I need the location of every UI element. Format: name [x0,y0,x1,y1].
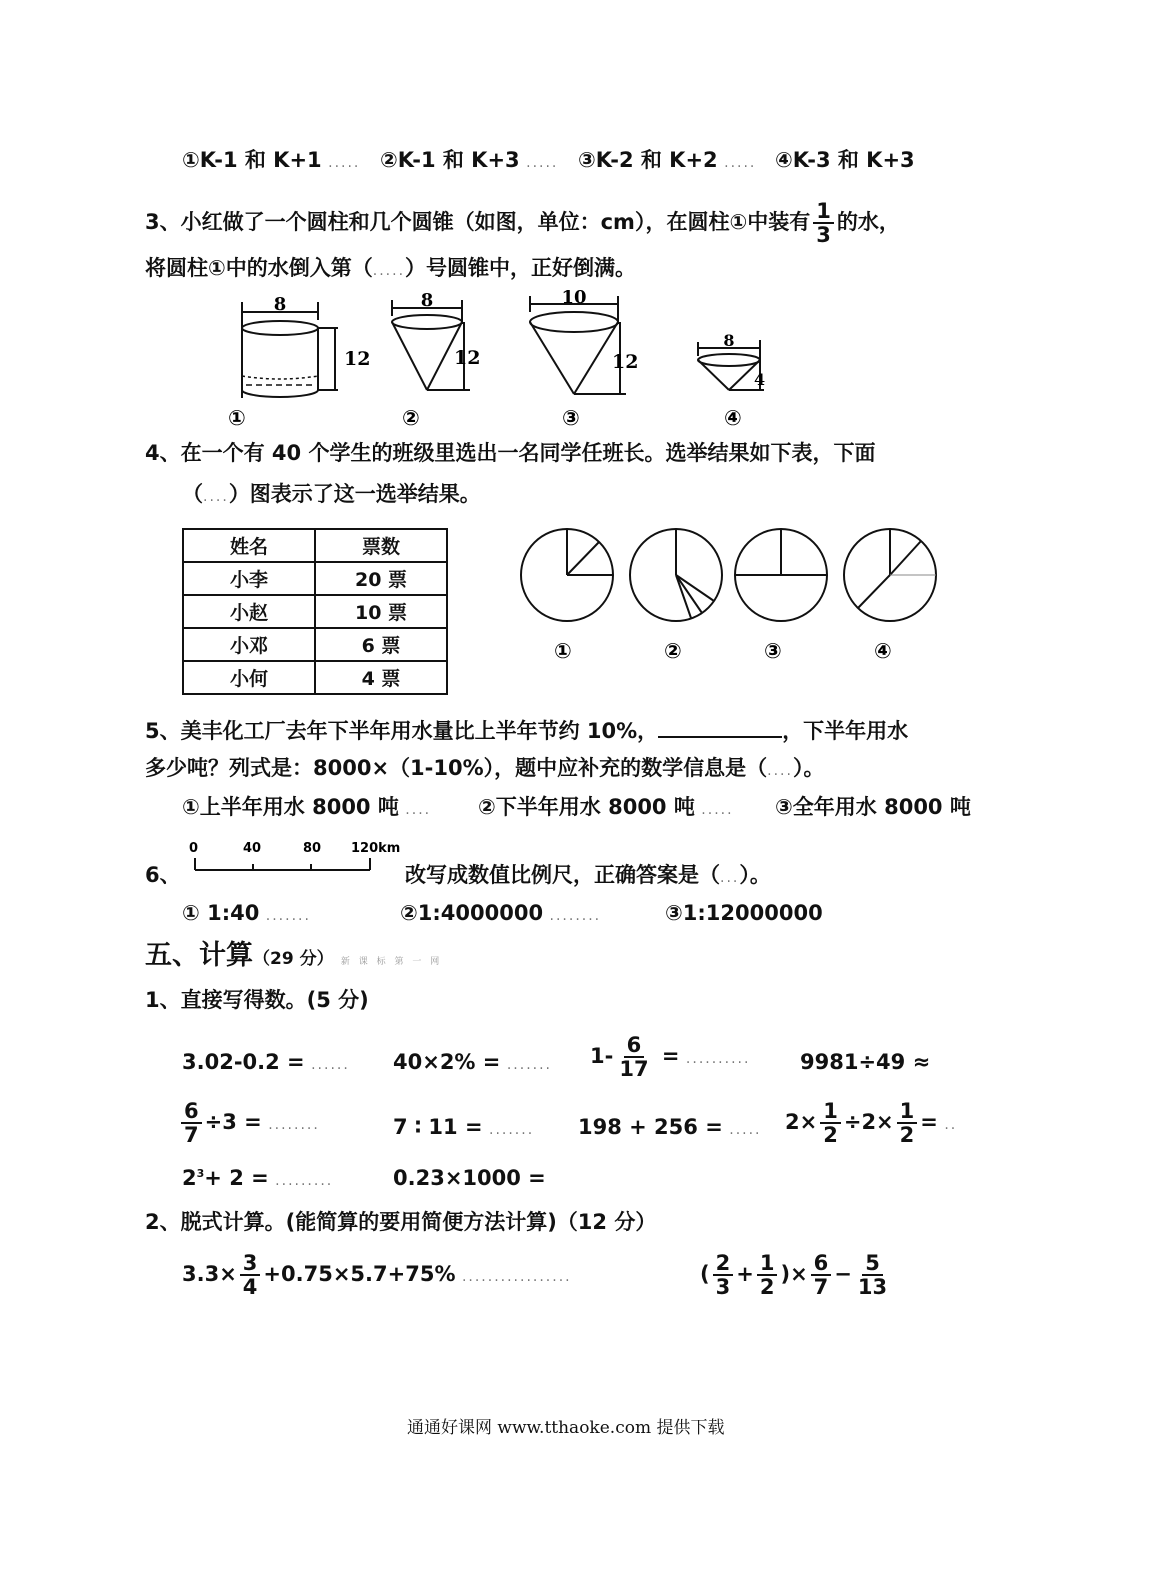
q2-option-3: ③K-2 和 K+2 ..... [578,148,757,172]
q5-option-1: ①上半年用水 8000 吨 .... [182,795,432,819]
table-row: 小赵 10 票 [183,595,447,628]
table-header-cell: 票数 [315,529,447,562]
pie-label-2: ② [664,639,682,663]
q2-option-1: ①K-1 和 K+1 ..... [182,148,361,172]
svg-text:40: 40 [243,841,262,856]
q6-option-1: ① 1:40 ....... [182,901,311,925]
q3-line2: 将圆柱①中的水倒入第（.....）号圆锥中，正好倒满。 [145,256,637,280]
svg-text:12: 12 [454,347,481,369]
calc2-expr-2: ( $\frac{2}{3}$ + $\frac{1}{2}$ )× $\frac{6}{7}$ − $\frac{5}{13}$ [700,1251,888,1300]
table-row: 小邓 6 票 [183,628,447,661]
q5-line2: 多少吨？列式是：8000×（1-10%），题中应补充的数学信息是（....）。 [145,756,825,780]
pie-label-3: ③ [764,639,782,663]
q4-line2: （....）图表示了这一选举结果。 [182,482,481,506]
q5-blank [658,718,782,738]
calc1-item: 40×2% = ....... [393,1050,552,1074]
cyl-side-dim: 12 [344,348,371,370]
cone-figure-2 [392,290,480,390]
q3-figures [180,290,800,435]
table-row: 小李 20 票 [183,562,447,595]
fig-label-3: ③ [562,406,580,430]
section-heading: 五、计算（29 分） 新 课 标 第 一 网 [145,940,443,971]
calc1-item: 2× $\frac{1}{2}$ ÷2× $\frac{1}{2}$ = .. [785,1099,958,1148]
pie-label-1: ① [554,639,572,663]
q5-line1: 5、美丰化工厂去年下半年用水量比上半年节约 10%， ，下半年用水 [145,719,909,743]
q6-option-3: ③1:12000000 [665,901,823,925]
fig-label-2: ② [402,406,420,430]
votes-table [182,528,448,695]
fig-label-4: ④ [724,406,742,430]
calc1-item: $2^3+ 2$ = ......... [182,1166,334,1190]
q4-line1: 4、在一个有 40 个学生的班级里选出一名同学任班长。选举结果如下表，下面 [145,441,876,465]
pie-label-4: ④ [874,639,892,663]
q6-text: 改写成数值比例尺，正确答案是（...）。 [405,863,771,887]
calc1-item: 198 + 256 = ..... [578,1115,762,1139]
q5-option-2: ②下半年用水 8000 吨 ..... [478,795,734,819]
svg-text:8: 8 [420,290,434,311]
calc1-item: 1- $\frac{6}{17}$ = .......... [590,1033,751,1082]
q2-option-2: ②K-1 和 K+3 ..... [380,148,559,172]
calc1-item: 9981÷49 ≈ [800,1050,931,1074]
q6-option-2: ②1:4000000 ........ [400,901,602,925]
fig-label-1: ① [228,406,246,430]
svg-text:80: 80 [303,841,322,856]
watermark: 新 课 标 第 一 网 [340,957,443,967]
table-header-cell: 姓名 [183,529,315,562]
calc2-title: 2、脱式计算。(能简算的要用简便方法计算)（12 分） [145,1210,657,1234]
calc1-title: 1、直接写得数。(5 分) [145,988,369,1012]
table-row: 小何 4 票 [183,661,447,694]
svg-text:120km: 120km [351,841,401,856]
cone-figure-4 [698,331,765,390]
cone-figure-3 [530,290,638,394]
calc1-item: 0.23×1000 = [393,1166,546,1190]
svg-text:4: 4 [754,370,766,389]
calc1-item: $\frac{6}{7}$ ÷3 = ........ [178,1100,320,1146]
calc1-item: 7 ∶ 11 = ....... [393,1115,535,1139]
svg-text:12: 12 [612,351,639,373]
calc1-item: 3.02-0.2 = ...... [182,1050,350,1074]
table-header [183,529,447,562]
q5-option-3: ③全年用水 8000 吨 [775,795,971,819]
svg-text:8: 8 [723,331,735,350]
pie-charts [510,525,950,670]
q3-fraction: $\frac{1}{3}$ [813,200,834,246]
scale-bar [185,838,405,880]
cyl-top-dim: 8 [273,294,287,315]
q3-line1: 3、小红做了一个圆柱和几个圆锥（如图，单位：cm），在圆柱①中装有 $\frac{1}{3}$ 的水， [145,199,900,248]
calc2-expr-1: 3.3× $\frac{3}{4}$ +0.75×5.7+75% ................. [182,1251,572,1300]
footer-text: 通通好课网 www.tthaoke.com 提供下载 [407,1418,725,1438]
svg-text:0: 0 [189,841,199,856]
q2-option-4: ④K-3 和 K+3 [775,148,915,172]
q6-number: 6、 [145,863,181,887]
cylinder-figure-1 [222,294,370,398]
svg-text:10: 10 [561,290,587,308]
